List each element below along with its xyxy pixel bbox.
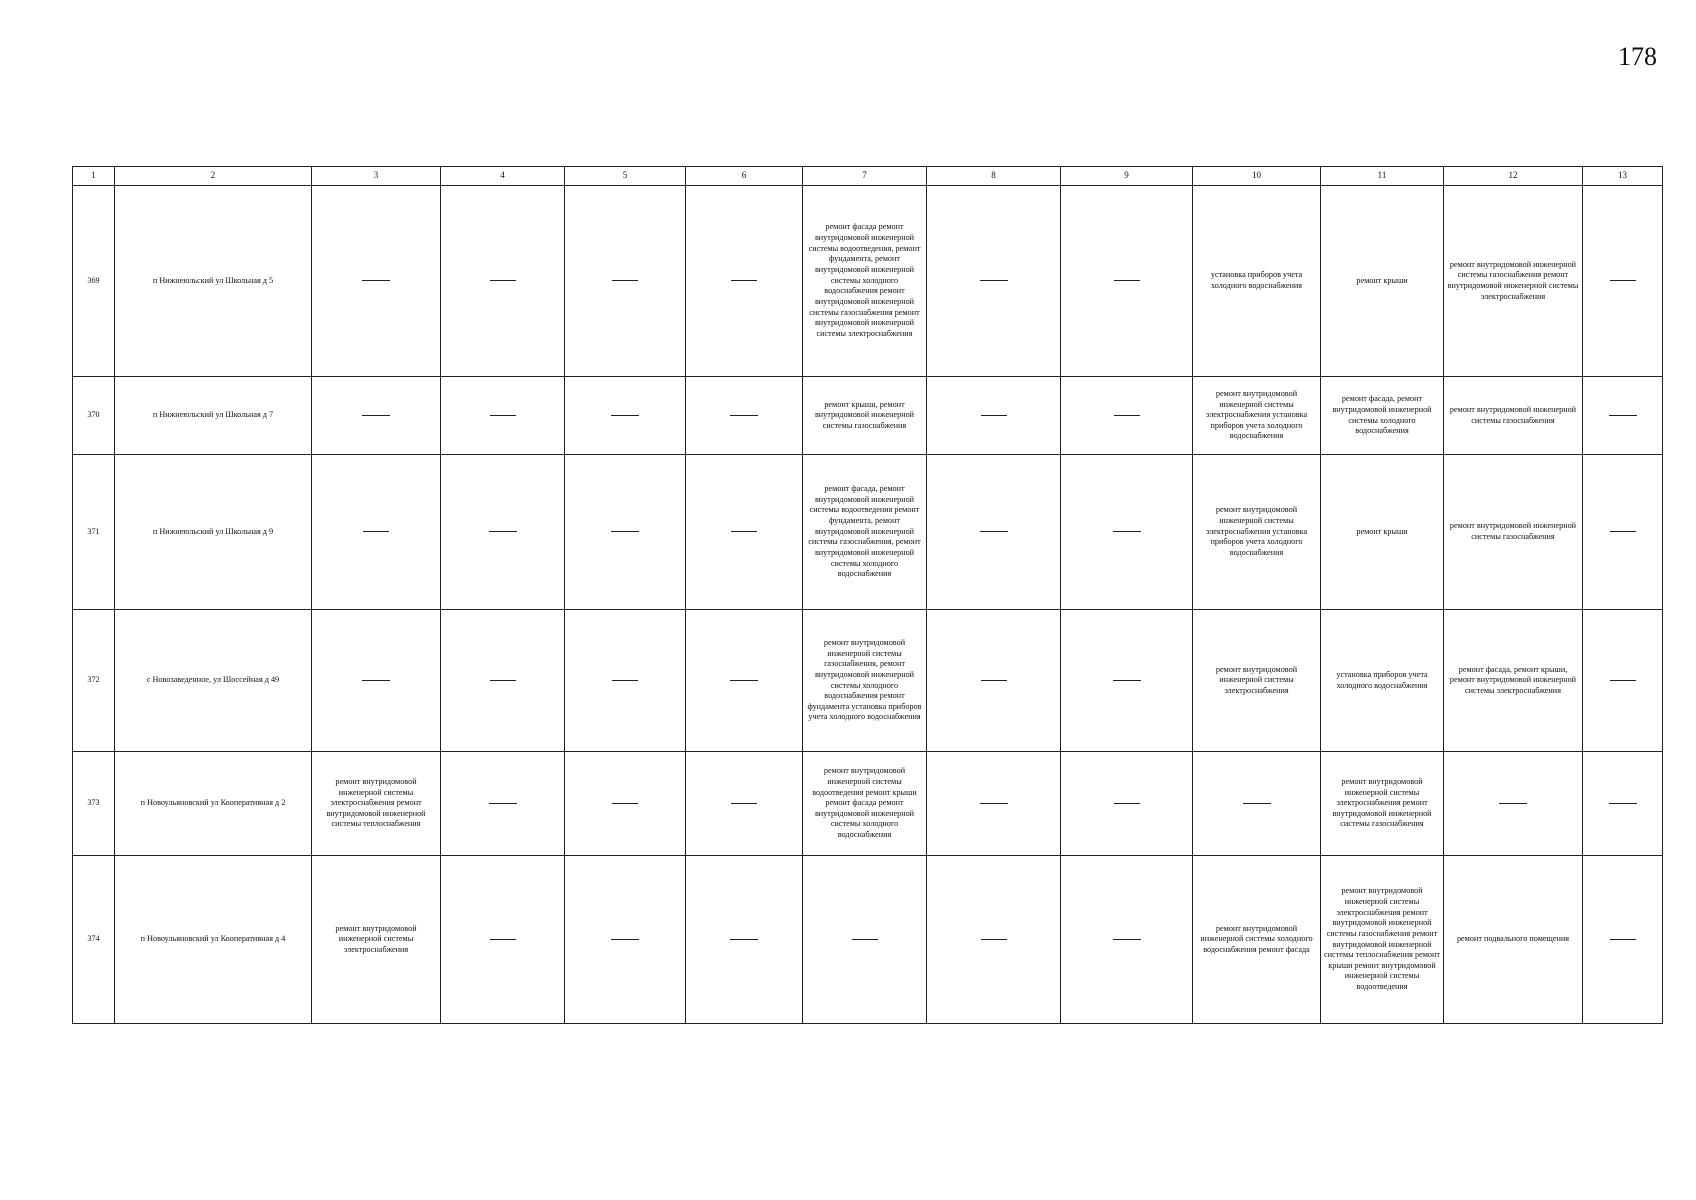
empty-cell — [312, 377, 441, 455]
empty-cell — [803, 856, 927, 1024]
dash-mark — [731, 280, 757, 281]
dash-mark — [1113, 939, 1141, 940]
work-cell: ремонт фасада, ремонт внутридомовой инженерной системы холодного водоснабжения — [1321, 377, 1444, 455]
work-cell: ремонт внутридомовой инженерной системы газоснабжения, ремонт внутридомовой инженерной системы холодного водоснабжения ремонт фундамента установка приборов учета холодного водоснабжения — [803, 610, 927, 752]
work-cell: ремонт фасада ремонт внутридомовой инженерной системы водоотведения, ремонт фундамента, ремонт внутридомовой инженерной системы холодного водоснабжения ремонт внутридомовой инженерной системы газоснабжения ремонт внутридомовой инженерной системы электроснабжения — [803, 186, 927, 377]
work-cell: ремонт фасада, ремонт внутридомовой инженерной системы водоотведения ремонт фундамента, ремонт внутридомовой инженерной системы газоснабжения, ремонт внутридомовой инженерной системы холодного водоснабжения — [803, 455, 927, 610]
row-number: 371 — [73, 455, 115, 610]
empty-cell — [686, 186, 803, 377]
empty-cell — [686, 856, 803, 1024]
empty-cell — [1583, 186, 1663, 377]
dash-mark — [489, 803, 517, 804]
empty-cell — [1193, 752, 1321, 856]
empty-cell — [686, 377, 803, 455]
dash-mark — [362, 680, 390, 681]
row-address: п Новоульяновский ул Кооперативная д 4 — [115, 856, 312, 1024]
work-cell: ремонт крыши — [1321, 455, 1444, 610]
empty-cell — [927, 752, 1061, 856]
column-number: 3 — [312, 167, 441, 186]
table-row — [73, 856, 1663, 1024]
work-cell: ремонт внутридомовой инженерной системы электроснабжения ремонт внутридомовой инженерной системы газоснабжения — [1321, 752, 1444, 856]
dash-mark — [612, 680, 638, 681]
empty-cell — [1583, 752, 1663, 856]
work-cell: установка приборов учета холодного водоснабжения — [1321, 610, 1444, 752]
dash-mark — [980, 531, 1008, 532]
work-cell: ремонт внутридомовой инженерной системы газоснабжения ремонт внутридомовой инженерной системы электроснабжения — [1444, 186, 1583, 377]
dash-mark — [490, 280, 516, 281]
work-cell: ремонт крыши — [1321, 186, 1444, 377]
dash-mark — [1499, 803, 1527, 804]
empty-cell — [312, 186, 441, 377]
work-cell: ремонт подвального помещения — [1444, 856, 1583, 1024]
empty-cell — [1061, 610, 1193, 752]
empty-cell — [1061, 186, 1193, 377]
row-number: 374 — [73, 856, 115, 1024]
dash-mark — [362, 280, 390, 281]
dash-mark — [1610, 531, 1636, 532]
dash-mark — [1113, 531, 1141, 532]
dash-mark — [730, 415, 758, 416]
dash-mark — [980, 280, 1008, 281]
dash-mark — [362, 415, 390, 416]
dash-mark — [730, 680, 758, 681]
empty-cell — [565, 186, 686, 377]
empty-cell — [927, 186, 1061, 377]
table-row — [73, 186, 1663, 377]
dash-mark — [1243, 803, 1271, 804]
work-cell: установка приборов учета холодного водоснабжения — [1193, 186, 1321, 377]
row-number: 372 — [73, 610, 115, 752]
dash-mark — [490, 415, 516, 416]
empty-cell — [1061, 377, 1193, 455]
dash-mark — [731, 531, 757, 532]
work-cell: ремонт внутридомовой инженерной системы электроснабжения установка приборов учета холодного водоснабжения — [1193, 377, 1321, 455]
work-cell: ремонт внутридомовой инженерной системы водоотведения ремонт крыши ремонт фасада ремонт внутридомовой инженерной системы холодного водоснабжения — [803, 752, 927, 856]
empty-cell — [927, 377, 1061, 455]
empty-cell — [441, 610, 565, 752]
column-number: 9 — [1061, 167, 1193, 186]
column-number: 1 — [73, 167, 115, 186]
empty-cell — [565, 856, 686, 1024]
column-number: 11 — [1321, 167, 1444, 186]
empty-cell — [927, 455, 1061, 610]
dash-mark — [1114, 280, 1140, 281]
column-number: 12 — [1444, 167, 1583, 186]
empty-cell — [441, 856, 565, 1024]
empty-cell — [1583, 856, 1663, 1024]
column-number: 5 — [565, 167, 686, 186]
column-number: 4 — [441, 167, 565, 186]
empty-cell — [565, 377, 686, 455]
dash-mark — [489, 531, 517, 532]
row-address: с Новозаведенное, ул Шоссейная д 49 — [115, 610, 312, 752]
dash-mark — [852, 939, 878, 940]
row-number: 373 — [73, 752, 115, 856]
dash-mark — [1610, 280, 1636, 281]
empty-cell — [441, 186, 565, 377]
empty-cell — [441, 752, 565, 856]
empty-cell — [686, 610, 803, 752]
empty-cell — [1583, 377, 1663, 455]
dash-mark — [611, 415, 639, 416]
dash-mark — [981, 415, 1007, 416]
work-cell: ремонт внутридомовой инженерной системы электроснабжения ремонт внутридомовой инженерной системы газоснабжения ремонт внутридомовой инженерной системы теплоснабжения ремонт крыши ремонт внутридомовой инженерной системы водоотведения — [1321, 856, 1444, 1024]
dash-mark — [1610, 680, 1636, 681]
table-row — [73, 377, 1663, 455]
empty-cell — [1061, 455, 1193, 610]
work-cell: ремонт внутридомовой инженерной системы электроснабжения установка приборов учета холодного водоснабжения — [1193, 455, 1321, 610]
empty-cell — [927, 856, 1061, 1024]
column-number-row — [73, 167, 1663, 186]
column-number: 7 — [803, 167, 927, 186]
empty-cell — [441, 377, 565, 455]
dash-mark — [1114, 803, 1140, 804]
empty-cell — [312, 610, 441, 752]
work-cell: ремонт внутридомовой инженерной системы электроснабжения — [312, 856, 441, 1024]
work-cell: ремонт внутридомовой инженерной системы газоснабжения — [1444, 377, 1583, 455]
dash-mark — [1609, 803, 1637, 804]
row-address: п Нижнеюльский ул Школьная д 7 — [115, 377, 312, 455]
empty-cell — [927, 610, 1061, 752]
column-number: 8 — [927, 167, 1061, 186]
dash-mark — [980, 803, 1008, 804]
empty-cell — [1444, 752, 1583, 856]
dash-mark — [981, 939, 1007, 940]
empty-cell — [565, 610, 686, 752]
empty-cell — [686, 455, 803, 610]
dash-mark — [363, 531, 389, 532]
row-number: 370 — [73, 377, 115, 455]
dash-mark — [490, 680, 516, 681]
dash-mark — [1610, 939, 1636, 940]
row-number: 369 — [73, 186, 115, 377]
repair-schedule-table — [72, 166, 1663, 1024]
empty-cell — [312, 455, 441, 610]
table-row — [73, 752, 1663, 856]
work-cell: ремонт фасада, ремонт крыши, ремонт внутридомовой инженерной системы электроснабжения — [1444, 610, 1583, 752]
page-number: 178 — [1618, 42, 1657, 71]
work-cell: ремонт внутридомовой инженерной системы холодного водоснабжения ремонт фасада — [1193, 856, 1321, 1024]
empty-cell — [1061, 752, 1193, 856]
work-cell: ремонт внутридомовой инженерной системы электроснабжения ремонт внутридомовой инженерной системы теплоснабжения — [312, 752, 441, 856]
work-cell: ремонт внутридомовой инженерной системы газоснабжения — [1444, 455, 1583, 610]
dash-mark — [731, 803, 757, 804]
table-row — [73, 455, 1663, 610]
work-cell: ремонт внутридомовой инженерной системы электроснабжения — [1193, 610, 1321, 752]
dash-mark — [611, 939, 639, 940]
column-number: 10 — [1193, 167, 1321, 186]
row-address: п Новоульяновский ул Кооперативная д 2 — [115, 752, 312, 856]
empty-cell — [565, 752, 686, 856]
dash-mark — [611, 531, 639, 532]
row-address: п Нижнеюльский ул Школьная д 9 — [115, 455, 312, 610]
row-address: п Нижнеюльский ул Школьная д 5 — [115, 186, 312, 377]
empty-cell — [686, 752, 803, 856]
column-number: 2 — [115, 167, 312, 186]
dash-mark — [1114, 415, 1140, 416]
dash-mark — [981, 680, 1007, 681]
empty-cell — [565, 455, 686, 610]
dash-mark — [490, 939, 516, 940]
dash-mark — [730, 939, 758, 940]
dash-mark — [1113, 680, 1141, 681]
empty-cell — [1061, 856, 1193, 1024]
column-number: 6 — [686, 167, 803, 186]
empty-cell — [1583, 610, 1663, 752]
work-cell: ремонт крыши, ремонт внутридомовой инженерной системы газоснабжения — [803, 377, 927, 455]
table-row — [73, 610, 1663, 752]
column-number: 13 — [1583, 167, 1663, 186]
dash-mark — [612, 280, 638, 281]
empty-cell — [441, 455, 565, 610]
dash-mark — [612, 803, 638, 804]
dash-mark — [1609, 415, 1637, 416]
empty-cell — [1583, 455, 1663, 610]
